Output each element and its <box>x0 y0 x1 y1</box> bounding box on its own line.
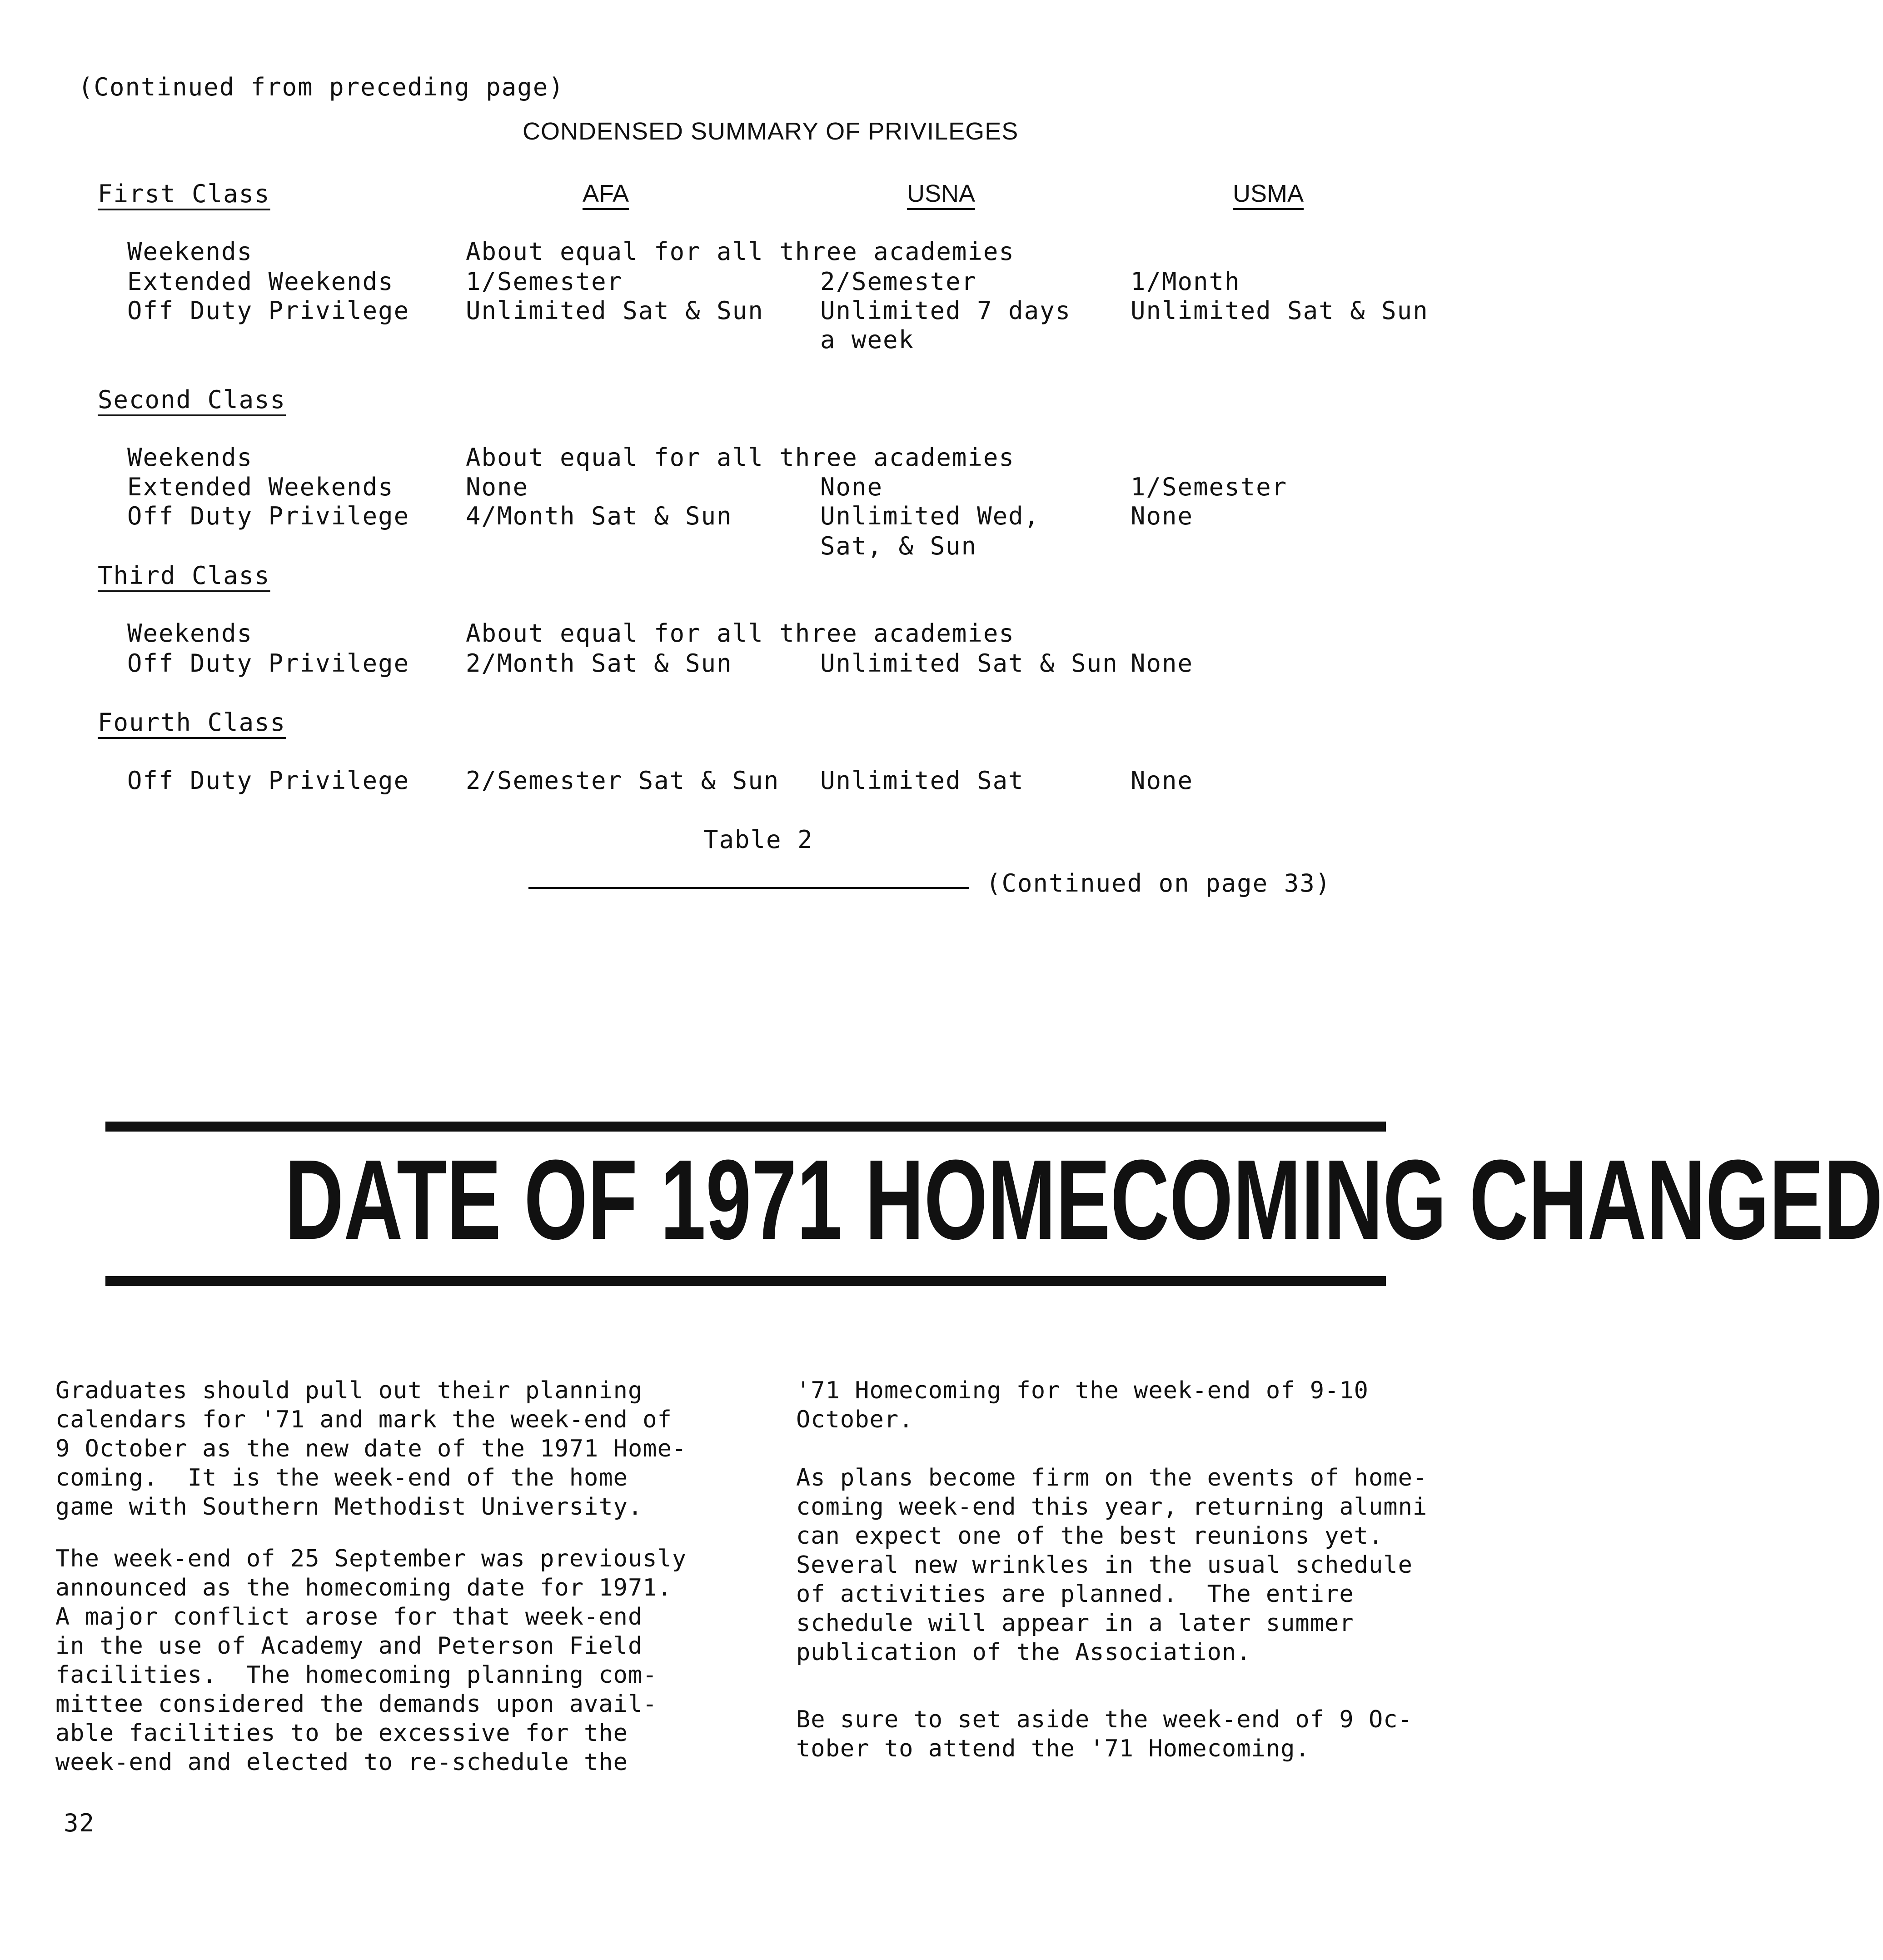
column-header-afa: AFA <box>583 180 629 207</box>
cell-usma: 1/Semester <box>1131 473 1288 501</box>
page-number: 32 <box>64 1809 95 1837</box>
continuation-rule <box>528 887 969 889</box>
column-header-usma: USMA <box>1233 180 1304 207</box>
row-note: About equal for all three academies <box>466 619 1015 648</box>
row-label: Weekends <box>127 443 253 472</box>
cell-usma: None <box>1131 502 1194 530</box>
row-label: Weekends <box>127 237 253 266</box>
row-label: Off Duty Privilege <box>127 502 410 530</box>
cell-usna-continued: a week <box>820 325 915 354</box>
row-label: Extended Weekends <box>127 473 394 501</box>
third-class-heading: Third Class <box>98 561 270 590</box>
cell-usna: None <box>820 473 883 501</box>
row-label: Weekends <box>127 619 253 648</box>
continued-on-note: (Continued on page 33) <box>986 869 1331 898</box>
cell-afa: Unlimited Sat & Sun <box>466 296 764 325</box>
headline-top-rule <box>105 1122 1386 1132</box>
cell-usma: None <box>1131 766 1194 795</box>
article-col2-paragraph-2: As plans become firm on the events of home- coming week-end this year, returning alumni can expect one of the best reunions yet. Several new wrinkles in the usual schedule of activities are planned. The entire schedule will appear in a later summer publication of the Association. <box>796 1464 1428 1666</box>
cell-afa: 4/Month Sat & Sun <box>466 502 732 530</box>
row-label: Off Duty Privilege <box>127 649 410 678</box>
first-class-heading: First Class <box>98 180 270 208</box>
cell-usna: Unlimited Wed, <box>820 502 1040 530</box>
article-col1-paragraph-1: Graduates should pull out their planning calendars for '71 and mark the week-end of 9 October as the new date of the 1971 Home- coming. It is the week-end of the home game with Southern Methodist University. <box>55 1377 687 1521</box>
row-label: Off Duty Privilege <box>127 296 410 325</box>
table-title: CONDENSED SUMMARY OF PRIVILEGES <box>523 118 1019 145</box>
table-caption: Table 2 <box>703 825 813 854</box>
row-label: Extended Weekends <box>127 267 394 296</box>
cell-usma: None <box>1131 649 1194 678</box>
cell-usna: 2/Semester <box>820 267 977 296</box>
fourth-class-heading: Fourth Class <box>98 708 286 737</box>
cell-usna: Unlimited 7 days <box>820 296 1071 325</box>
headline-bottom-rule <box>105 1276 1386 1286</box>
article-col2-paragraph-3: Be sure to set aside the week-end of 9 Oc- tober to attend the '71 Homecoming. <box>796 1706 1413 1762</box>
cell-usna-continued: Sat, & Sun <box>820 532 977 560</box>
second-class-heading: Second Class <box>98 385 286 414</box>
cell-usma: Unlimited Sat & Sun <box>1131 296 1429 325</box>
article-col2-paragraph-1: '71 Homecoming for the week-end of 9-10 October. <box>796 1377 1369 1433</box>
row-label: Off Duty Privilege <box>127 766 410 795</box>
cell-afa: 1/Semester <box>466 267 623 296</box>
row-note: About equal for all three academies <box>466 237 1015 266</box>
cell-usna: Unlimited Sat & Sun <box>820 649 1118 678</box>
headline: DATE OF 1971 HOMECOMING CHANGED <box>284 1136 1883 1263</box>
cell-afa: None <box>466 473 529 501</box>
continued-from-note: (Continued from preceding page) <box>78 73 564 101</box>
cell-usma: 1/Month <box>1131 267 1240 296</box>
cell-afa: 2/Month Sat & Sun <box>466 649 732 678</box>
row-note: About equal for all three academies <box>466 443 1015 472</box>
cell-usna: Unlimited Sat <box>820 766 1024 795</box>
cell-afa: 2/Semester Sat & Sun <box>466 766 780 795</box>
column-header-usna: USNA <box>907 180 976 207</box>
article-col1-paragraph-2: The week-end of 25 September was previously announced as the homecoming date for 1971. A major conflict arose for that week-end in the use of Academy and Peterson Field facilities. The homecoming planning com- mittee considered the demands upon avail- able facilities to be excessive for the week-end and elected to re-schedule the <box>55 1545 687 1776</box>
